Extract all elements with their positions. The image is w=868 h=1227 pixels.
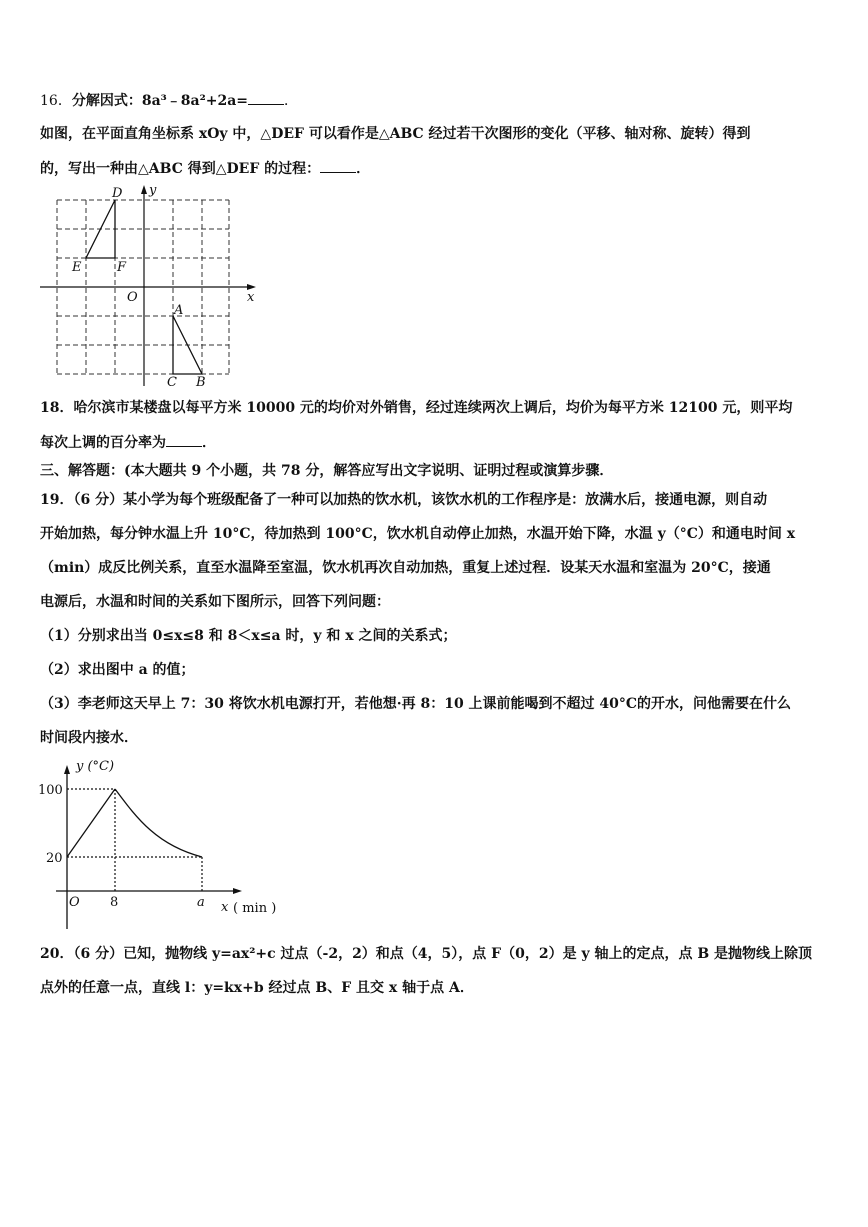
q19-temperature-graph <box>36 755 286 935</box>
label-b: B <box>196 375 206 388</box>
x-axis-label: x <box>221 900 229 915</box>
q17-line2 <box>40 158 830 179</box>
y-axis-arrow-icon <box>64 765 70 774</box>
q16-text: 分解因式： <box>71 93 142 109</box>
q16-expression: 8a³﹣8a²+2a= <box>141 93 248 109</box>
label-y: y <box>149 183 157 198</box>
q18-line1: 18．哈尔滨市某楼盘以每平方米 10000 元的均价对外销售，经过连续两次上调后，均价为每平方米 12100 元，则平均 <box>40 400 793 416</box>
y-axis-label: y (°C) <box>76 759 115 774</box>
q17-end: ． <box>356 161 371 177</box>
q18-answer-blank[interactable] <box>166 432 202 447</box>
label-c: C <box>167 375 177 388</box>
q17-line1: 如图，在平面直角坐标系 xOy 中，△DEF 可以看作是△ABC 经过若干次图形的变化（平移、轴对称、旋转）得到 <box>40 126 751 142</box>
label-x: x <box>247 290 255 305</box>
section-3-heading: 三、解答题：(本大题共 9 个小题，共 78 分，解答应写出文字说明、证明过程或演算步骤． <box>40 463 614 479</box>
guide-lines <box>67 789 202 891</box>
q19-line1: 19．（6 分）某小学为每个班级配备了一种可以加热的饮水机，该饮水机的工作程序是：放满水后，接通电源，则自动 <box>40 492 768 508</box>
label-a: A <box>174 303 184 318</box>
q17-line2-text: 的，写出一种由△ABC 得到△DEF 的过程： <box>40 161 321 177</box>
origin-label: O <box>69 895 80 910</box>
q16-line <box>40 90 830 111</box>
q19-line4: 电源后，水温和时间的关系如下图所示，回答下列问题： <box>40 594 390 610</box>
label-e: E <box>72 260 82 275</box>
q17-coordinate-figure <box>38 183 266 388</box>
y-axis-arrow-icon <box>141 185 147 194</box>
q19-part1: （1）分别求出当 0≤x≤8 和 8＜x≤a 时，y 和 x 之间的关系式； <box>40 628 457 644</box>
q20-line2: 点外的任意一点，直线 l：y=kx+b 经过点 B、F 且交 x 轴于点 A． <box>40 980 474 996</box>
q16-number: 16． <box>40 93 72 109</box>
x-axis-arrow-icon <box>233 888 242 894</box>
label-d: D <box>112 186 123 201</box>
y-tick-20: 20 <box>46 851 63 866</box>
q17-answer-blank[interactable] <box>320 158 356 173</box>
q18-end: ． <box>202 435 216 451</box>
q19-line2: 开始加热，每分钟水温上升 10°C，待加热到 100°C，饮水机自动停止加热，水温开始下降，水温 y（°C）和通电时间 x <box>40 526 796 542</box>
x-tick-8: 8 <box>110 895 119 910</box>
x-axis-unit: ( min ) <box>233 901 277 916</box>
q18-line2 <box>40 432 830 453</box>
q16-end: ． <box>284 93 298 109</box>
cooling-curve <box>115 789 202 857</box>
q19-part2: （2）求出图中 a 的值； <box>40 662 195 678</box>
label-o: O <box>127 290 138 305</box>
label-f: F <box>117 260 127 275</box>
q19-part3-line1: （3）李老师这天早上 7：30 将饮水机电源打开，若他想·再 8：10 上课前能喝到不超过 40°C的开水，问他需要在什么 <box>40 696 792 712</box>
heating-segment <box>67 789 115 857</box>
q20-line1: 20．（6 分）已知，抛物线 y=ax²+c 过点（-2，2）和点（4，5），点 F（0，2）是 y 轴上的定点，点 B 是抛物线上除顶 <box>40 946 813 962</box>
x-tick-a: a <box>197 895 205 910</box>
q16-answer-blank[interactable] <box>248 90 284 105</box>
q19-line3: （min）成反比例关系，直至水温降至室温，饮水机再次自动加热，重复上述过程．设某天水温和室温为 20°C，接通 <box>40 560 771 576</box>
q19-part3-line2: 时间段内接水． <box>40 730 138 746</box>
y-tick-100: 100 <box>38 783 63 798</box>
q18-line2-text: 每次上调的百分率为 <box>40 435 166 451</box>
